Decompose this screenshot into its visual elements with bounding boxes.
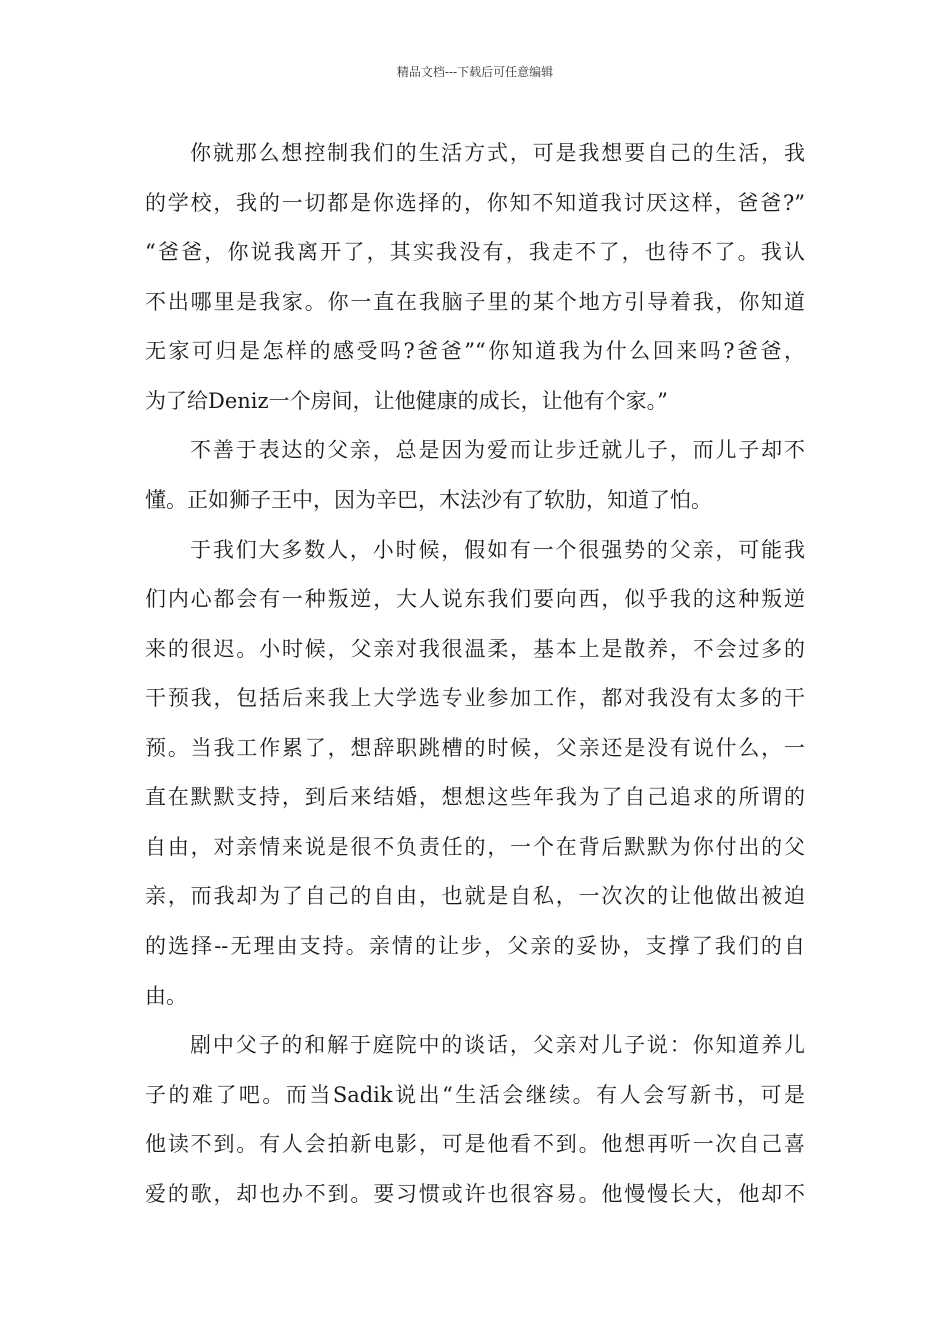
text-line: 懂。正如狮子王中，因为辛巴，木法沙有了软肋，知道了怕。 — [145, 488, 712, 512]
text-line: 自由，对亲情来说是很不负责任的，一个在背后默默为你付出的父 — [145, 835, 805, 859]
text-line: 于我们大多数人，小时候，假如有一个很强势的父亲，可能我 — [190, 538, 805, 562]
text-line: 干预我，包括后来我上大学选专业参加工作，都对我没有太多的干 — [145, 686, 805, 710]
text-line: 的选择--无理由支持。亲情的让步，父亲的妥协，支撑了我们的自 — [145, 934, 805, 958]
text-line: 为了给Deniz一个房间，让他健康的成长，让他有个家。” — [145, 389, 668, 413]
text-line: 不善于表达的父亲，总是因为爱而让步迁就儿子，而儿子却不 — [190, 438, 805, 462]
text-line: 他读不到。有人会拍新电影，可是他看不到。他想再听一次自己喜 — [145, 1132, 805, 1156]
text-line: 子的难了吧。而当Sadik说出“生活会继续。有人会写新书，可是 — [145, 1083, 805, 1107]
text-line: 直在默默支持，到后来结婚，想想这些年我为了自己追求的所谓的 — [145, 785, 805, 809]
text-line: 来的很迟。小时候，父亲对我很温柔，基本上是散养，不会过多的 — [145, 637, 805, 661]
text-line: 的学校，我的一切都是你选择的，你知不知道我讨厌这样，爸爸?” — [145, 191, 805, 215]
text-line: 由。 — [145, 984, 187, 1008]
text-line: 无家可归是怎样的感受吗?爸爸”“你知道我为什么回来吗?爸爸， — [145, 339, 805, 363]
text-line: “爸爸，你说我离开了，其实我没有，我走不了，也待不了。我认 — [145, 240, 805, 264]
page-header: 精品文档---下载后可任意编辑 — [396, 65, 554, 79]
text-line: 你就那么想控制我们的生活方式，可是我想要自己的生活，我 — [190, 141, 805, 165]
text-line: 们内心都会有一种叛逆，大人说东我们要向西，似乎我的这种叛逆 — [145, 587, 805, 611]
text-line: 剧中父子的和解于庭院中的谈话，父亲对儿子说：你知道养儿 — [190, 1033, 805, 1057]
text-line: 不出哪里是我家。你一直在我脑子里的某个地方引导着我，你知道 — [145, 290, 805, 314]
text-line: 亲，而我却为了自己的自由，也就是自私，一次次的让他做出被迫 — [145, 884, 805, 908]
text-line: 爱的歌，却也办不到。要习惯或许也很容易。他慢慢长大，他却不 — [145, 1182, 805, 1206]
text-line: 预。当我工作累了，想辞职跳槽的时候，父亲还是没有说什么，一 — [145, 736, 805, 760]
